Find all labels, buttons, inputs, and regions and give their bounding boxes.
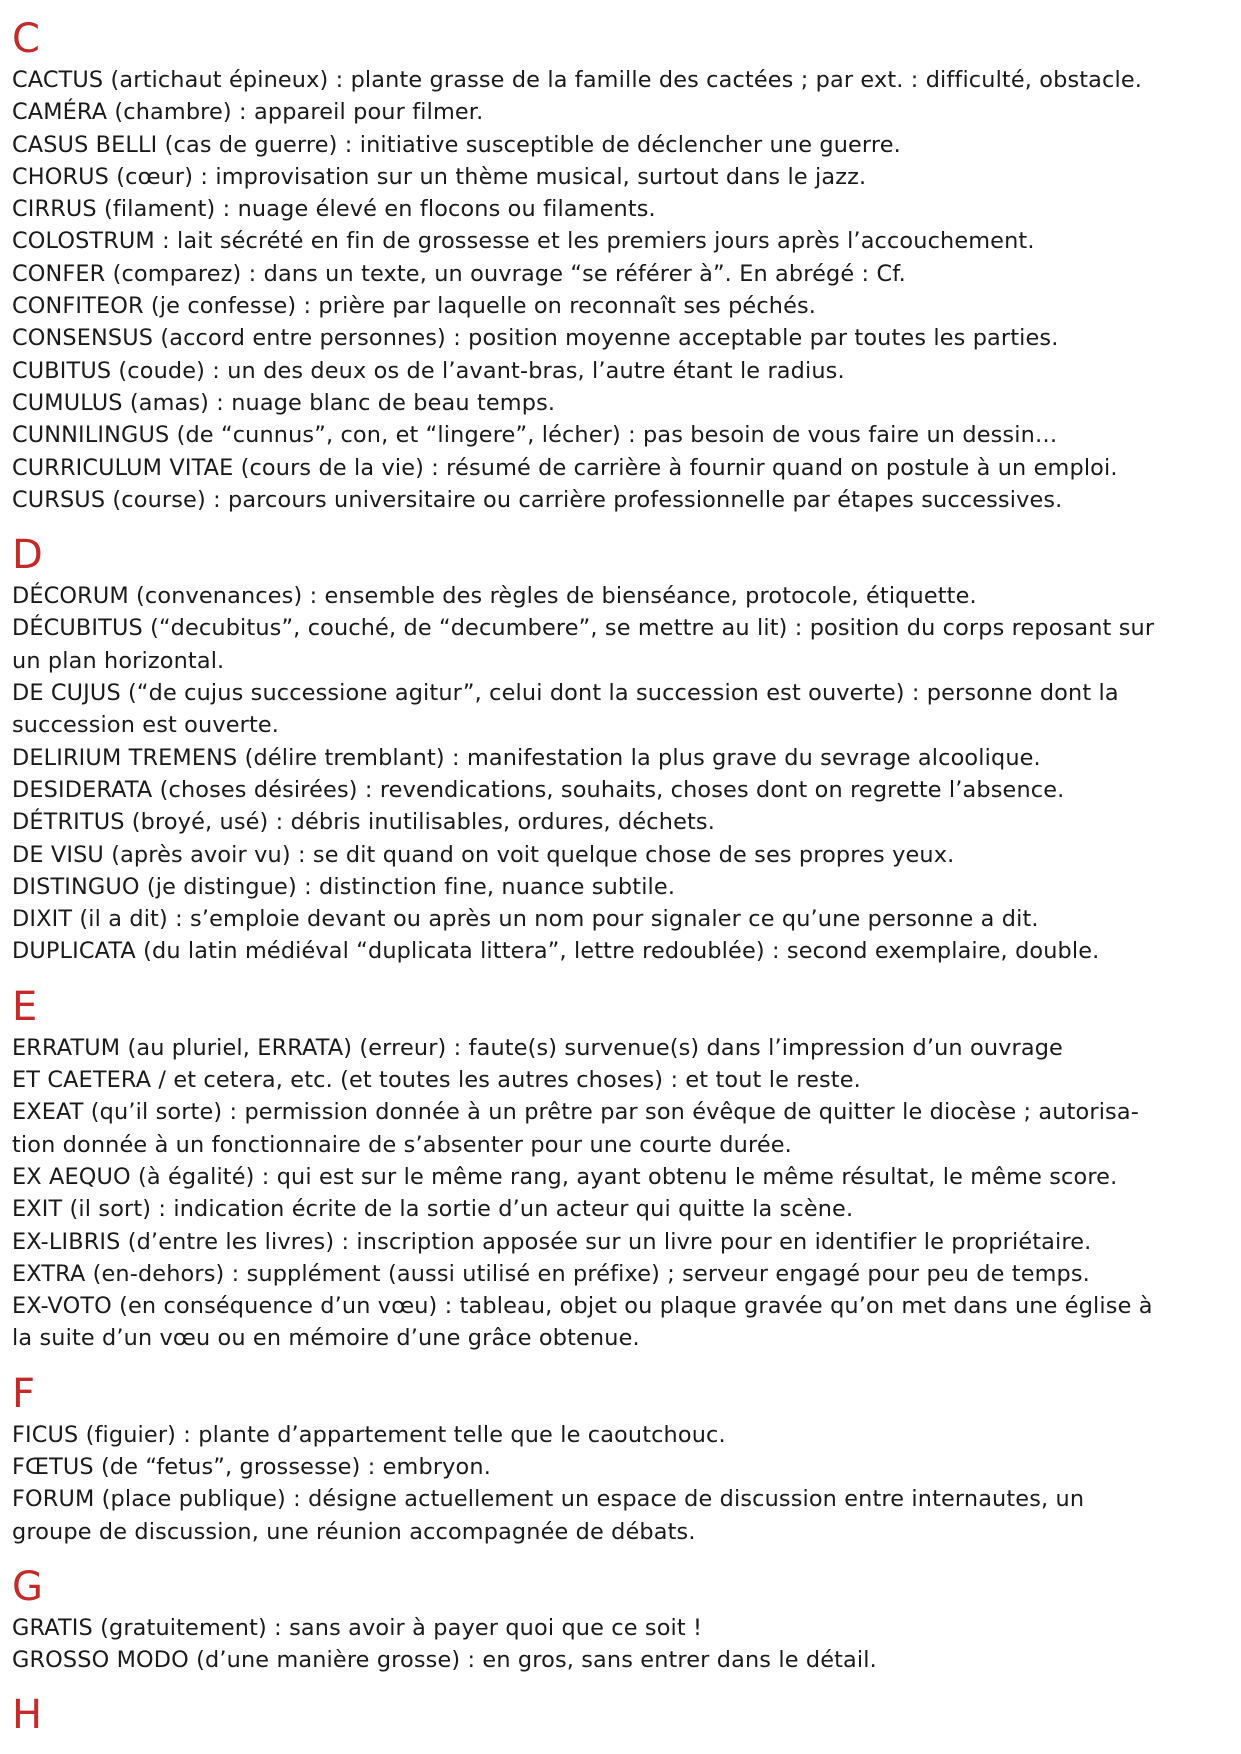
glossary-entry: CURRICULUM VITAE (cours de la vie) : résumé de carrière à fournir quand on postule à un emploi. <box>12 454 1118 481</box>
glossary-entry: FŒTUS (de “fetus”, grossesse) : embryon. <box>12 1453 491 1480</box>
glossary-entry: ET CAETERA / et cetera, etc. (et toutes les autres choses) : et tout le reste. <box>12 1067 861 1094</box>
glossary-entry: tion donnée à un fonctionnaire de s’absenter pour une courte durée. <box>12 1131 792 1158</box>
glossary-entry: EXTRA (en-dehors) : supplément (aussi utilisé en préfixe) ; serveur engagé pour peu de temps. <box>12 1260 1090 1287</box>
glossary-entry: CACTUS (artichaut épineux) : plante grasse de la famille des cactées ; par ext. : difficulté, obstacle. <box>12 67 1142 93</box>
glossary-entry: groupe de discussion, une réunion accompagnée de débats. <box>12 1518 696 1545</box>
section-d <box>12 530 1234 968</box>
glossary-entry: CHORUS (cœur) : improvisation sur un thème musical, surtout dans le jazz. <box>12 163 867 190</box>
glossary-entry: DESIDERATA (choses désirées) : revendications, souhaits, choses dont on regrette l’absence. <box>12 776 1065 803</box>
glossary-entry: la suite d’un vœu ou en mémoire d’une grâce obtenue. <box>12 1325 640 1352</box>
section-h <box>12 1690 1234 1740</box>
glossary-entry: CIRRUS (filament) : nuage élevé en flocons ou filaments. <box>12 196 656 223</box>
glossary-entry: FICUS (figuier) : plante d’appartement telle que le caoutchouc. <box>12 1421 726 1448</box>
glossary-entry: GRATIS (gratuitement) : sans avoir à payer quoi que ce soit ! <box>12 1614 703 1641</box>
section-letter-g: G <box>12 1563 43 1610</box>
glossary-entry: EX-LIBRIS (d’entre les livres) : inscription apposée sur un livre pour en identifier le propriétaire. <box>12 1228 1092 1255</box>
glossary-entry: EXIT (il sort) : indication écrite de la sortie d’un acteur qui quitte la scène. <box>12 1196 854 1223</box>
section-letter-c: C <box>12 16 40 62</box>
glossary-entry: EXEAT (qu’il sorte) : permission donnée à un prêtre par son évêque de quitter le diocèse ; autorisa- <box>12 1099 1139 1126</box>
glossary-entry: DÉCUBITUS (“decubitus”, couché, de “decumbere”, se mettre au lit) : position du corps reposant sur <box>12 615 1155 642</box>
glossary-entry: EX-VOTO (en conséquence d’un vœu) : tableau, objet ou plaque gravée qu’on met dans une église à <box>12 1293 1153 1320</box>
glossary-entry: CONSENSUS (accord entre personnes) : position moyenne acceptable par toutes les parties. <box>12 325 1059 352</box>
glossary-entry: CUNNILINGUS (de “cunnus”, con, et “lingere”, lécher) : pas besoin de vous faire un dessin… <box>12 422 1058 449</box>
glossary-entry: DISTINGUO (je distingue) : distinction fine, nuance subtile. <box>12 873 676 900</box>
glossary-entry: CUBITUS (coude) : un des deux os de l’avant-bras, l’autre étant le radius. <box>12 357 845 384</box>
glossary-entry: DELIRIUM TREMENS (délire tremblant) : manifestation la plus grave du sevrage alcoolique. <box>12 744 1041 771</box>
section-c <box>12 14 1234 516</box>
glossary-entry: DÉTRITUS (broyé, usé) : débris inutilisables, ordures, déchets. <box>12 809 715 836</box>
glossary-entry: DE CUJUS (“de cujus successione agitur”, celui dont la succession est ouverte) : personne dont la <box>12 680 1119 707</box>
section-g <box>12 1562 1234 1677</box>
section-letter-f: F <box>12 1370 36 1417</box>
section-letter-d: D <box>12 532 43 579</box>
section-e <box>12 982 1234 1355</box>
glossary-entry: FORUM (place publique) : désigne actuellement un espace de discussion entre internautes, un <box>12 1486 1085 1513</box>
section-f <box>12 1369 1234 1548</box>
glossary-entry: DUPLICATA (du latin médiéval “duplicata littera”, lettre redoublée) : second exemplaire, double. <box>12 938 1100 965</box>
glossary-entry: DÉCORUM (convenances) : ensemble des règles de bienséance, protocole, étiquette. <box>12 583 977 610</box>
glossary-entry: EX AEQUO (à égalité) : qui est sur le même rang, ayant obtenu le même résultat, le même score. <box>12 1163 1118 1190</box>
glossary-entry: DIXIT (il a dit) : s’emploie devant ou après un nom pour signaler ce qu’une personne a dit. <box>12 906 1039 933</box>
glossary-entry: CASUS BELLI (cas de guerre) : initiative susceptible de déclencher une guerre. <box>12 131 901 158</box>
glossary-page <box>12 14 1234 1740</box>
glossary-entry: CAMÉRA (chambre) : appareil pour filmer. <box>12 99 484 126</box>
glossary-entry: CONFITEOR (je confesse) : prière par laquelle on reconnaît ses péchés. <box>12 293 817 320</box>
section-letter-h: H <box>12 1692 43 1739</box>
glossary-entry: un plan horizontal. <box>12 647 225 674</box>
glossary-entry: GROSSO MODO (d’une manière grosse) : en gros, sans entrer dans le détail. <box>12 1647 877 1674</box>
glossary-entry: succession est ouverte. <box>12 712 280 739</box>
glossary-entry: CONFER (comparez) : dans un texte, un ouvrage “se référer à”. En abrégé : Cf. <box>12 260 906 287</box>
glossary-entry: COLOSTRUM : lait sécrété en fin de grossesse et les premiers jours après l’accouchement. <box>12 228 1035 255</box>
glossary-entry: DE VISU (après avoir vu) : se dit quand on voit quelque chose de ses propres yeux. <box>12 841 955 868</box>
glossary-entry: ERRATUM (au pluriel, ERRATA) (erreur) : faute(s) survenue(s) dans l’impression d’un ouvrage <box>12 1034 1063 1061</box>
section-letter-e: E <box>12 983 38 1030</box>
glossary-entry: CURSUS (course) : parcours universitaire ou carrière professionnelle par étapes successives. <box>12 486 1063 513</box>
glossary-entry: CUMULUS (amas) : nuage blanc de beau temps. <box>12 389 556 416</box>
